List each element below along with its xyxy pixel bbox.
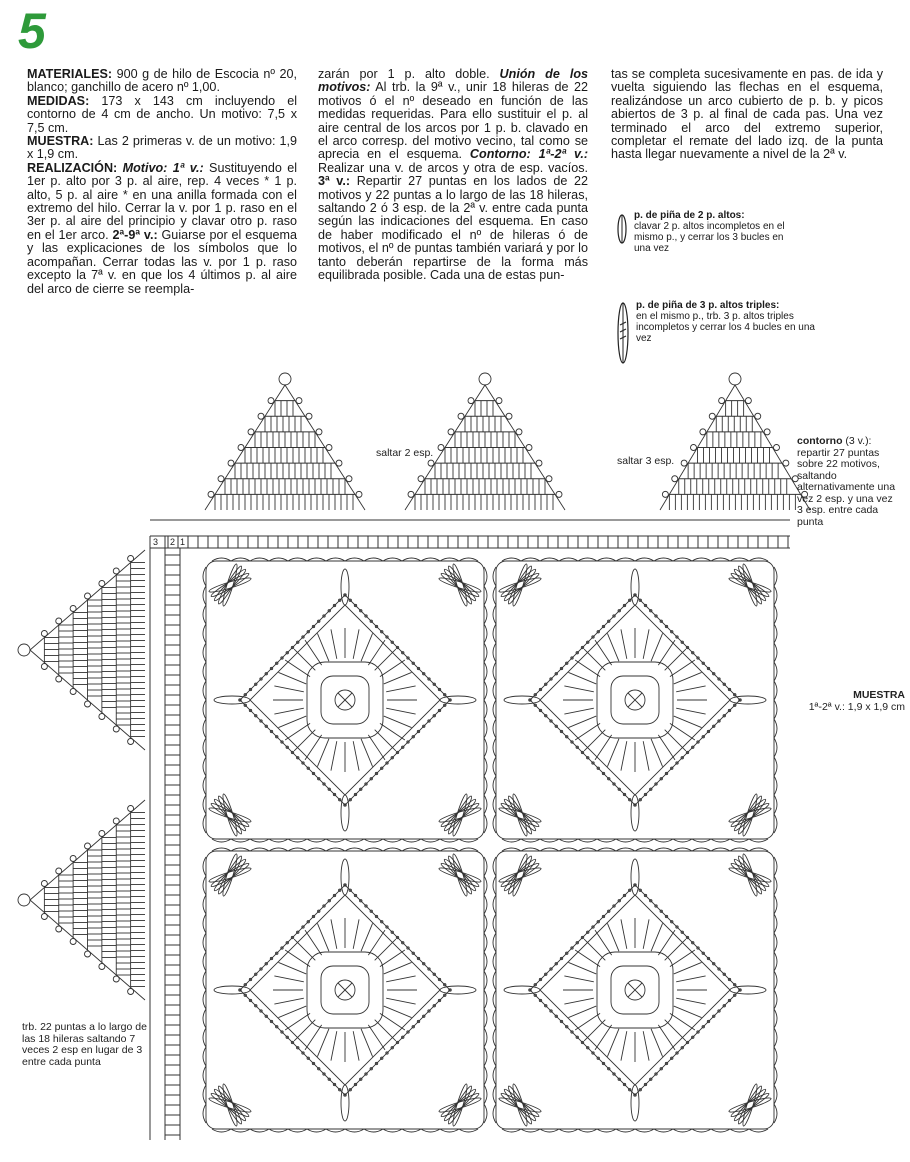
union-paragraph xyxy=(318,68,588,283)
edge-point xyxy=(18,550,145,750)
row-label-3: 3 xyxy=(153,537,159,547)
puff-3-icon xyxy=(616,300,630,366)
motif xyxy=(493,558,777,842)
continuation-text: zarán por 1 p. alto doble. xyxy=(318,67,490,81)
contorno-callout xyxy=(797,436,897,528)
edge-point xyxy=(405,373,565,510)
contorno-heading: Contorno: 1ª-2ª v.: xyxy=(469,147,589,162)
materiales-heading: MATERIALES: xyxy=(27,67,113,81)
muestra-paragraph xyxy=(27,135,297,162)
contorno-callout-text: repartir 27 puntas sobre 22 motivos, saltando alternativamente una vez 2 esp. y una vez 3 esp. entre cada punta xyxy=(797,446,896,528)
realizacion-paragraph xyxy=(27,162,297,296)
text-column-2 xyxy=(318,68,588,283)
contorno-text: Realizar una v. de arcos y otra de esp. vacíos. xyxy=(318,160,588,175)
trb-callout: trb. 22 puntas a lo largo de las 18 hileras saltando 7 veces 2 esp en lugar de 3 entre cada punta xyxy=(22,1021,147,1068)
v3-heading: 3ª v.: xyxy=(318,174,351,189)
medidas-paragraph xyxy=(27,95,297,135)
motif xyxy=(203,848,487,1132)
motif xyxy=(203,558,487,842)
row-label-1: 1 xyxy=(180,537,186,547)
v3-text: Repartir 27 puntas en los lados de 22 motivos y 22 puntas a lo largo de las 18 hileras, saltando 2 ó 3 esp. de la 2ª v. entre cada punta según las indicaciones del esquema. En caso de haber modificado el nº de hileras ó de motivos, el nº de puntas también variará y por lo tanto deberán repartirse de la forma más equilibrada posible. Cada una de estas pun- xyxy=(318,174,588,283)
muestra-text: Las 2 primeras v. de un motivo: 1,9 x 1,9 cm. xyxy=(27,134,298,162)
medidas-heading: MEDIDAS: xyxy=(27,93,90,108)
materiales-paragraph xyxy=(27,68,297,95)
muestra-callout-text: 1ª-2ª v.: 1,9 x 1,9 cm xyxy=(808,700,905,713)
edge-point xyxy=(660,373,810,510)
union-text: Al trb. la 9ª v., unir 18 hileras de 22 motivos ó el nº deseado en función de las medidas requeridas. Para ello sustituir el p. al aire central de los arcos por 1 p. b. clavado en el arco corresp. del motivo vecino, tal como se aprecia en el esquema. xyxy=(318,80,588,162)
motif xyxy=(493,848,777,1132)
muestra-callout xyxy=(800,690,905,713)
legend-title: p. de piña de 3 p. altos triples: xyxy=(636,300,780,311)
union-heading: Unión de los motivos: xyxy=(318,67,589,95)
muestra-callout-head: MUESTRA xyxy=(853,689,905,701)
text-column-3 xyxy=(611,68,883,162)
edge-point xyxy=(18,800,145,1000)
motivo-text: Sustituyendo el 1er p. alto por 3 p. al aire, rep. 4 veces * 1 p. alto, 5 p. al aire * en una anilla formada con el extremo del hilo. Cerrar la v. por 1 p. raso en el 3er p. al aire del principio y clavar otro p. raso en el 1er arco. xyxy=(27,160,297,242)
saltar-2-label: saltar 2 esp. xyxy=(376,447,434,459)
motivo-heading: Motivo: 1ª v.: xyxy=(122,160,204,175)
legend-item-puff-2 xyxy=(620,210,795,254)
saltar-3-label: saltar 3 esp. xyxy=(617,455,675,467)
legend-item-puff-3 xyxy=(620,300,820,344)
edge-point xyxy=(205,373,365,510)
muestra-heading: MUESTRA: xyxy=(27,134,94,149)
page-number: 5 xyxy=(18,3,46,59)
puff-2-icon xyxy=(616,212,628,246)
row-label-2: 2 xyxy=(170,537,176,547)
materiales-text: 900 g de hilo de Escocia nº 20, blanco; ganchillo de acero nº 1,00. xyxy=(27,67,298,95)
legend-desc: clavar 2 p. altos incompletos en el mismo p., y cerrar los 3 bucles en una vez xyxy=(634,221,785,254)
medidas-text: 173 x 143 cm incluyendo el contorno de 4 cm de ancho. Un motivo: 7,5 x 7,5 cm. xyxy=(27,93,298,135)
realizacion-heading: REALIZACIÓN: xyxy=(27,160,118,175)
legend-desc: en el mismo p., trb. 3 p. altos triples incompletos y cerrar los 4 bucles en una vez xyxy=(636,311,815,344)
v29-text: Guiarse por el esquema y las explicaciones de los símbolos que lo acompañan. Cerrar todas las v. por 1 p. raso excepto la 7ª v. en que los 4 últimos p. al aire del arco de cierre se reempla- xyxy=(27,227,298,296)
text-column-1 xyxy=(27,68,297,296)
legend-title: p. de piña de 2 p. altos: xyxy=(634,210,745,221)
v29-heading: 2ª-9ª v.: xyxy=(112,227,158,242)
contorno-callout-sub: (3 v.): xyxy=(845,435,872,447)
contorno-callout-head: contorno xyxy=(797,435,843,447)
col3-paragraph: tas se completa sucesivamente en pas. de ida y vuelta siguiendo las flechas en el esquema, realizándose un arco cubierto de p. b. y picos abiertos de 3 p. al final de cada pas. Una vez terminado el arco del extremo superior, completar el remate del lado izq. de la punta hasta llegar nuevamente a nivel de la 2ª v. xyxy=(611,67,883,162)
